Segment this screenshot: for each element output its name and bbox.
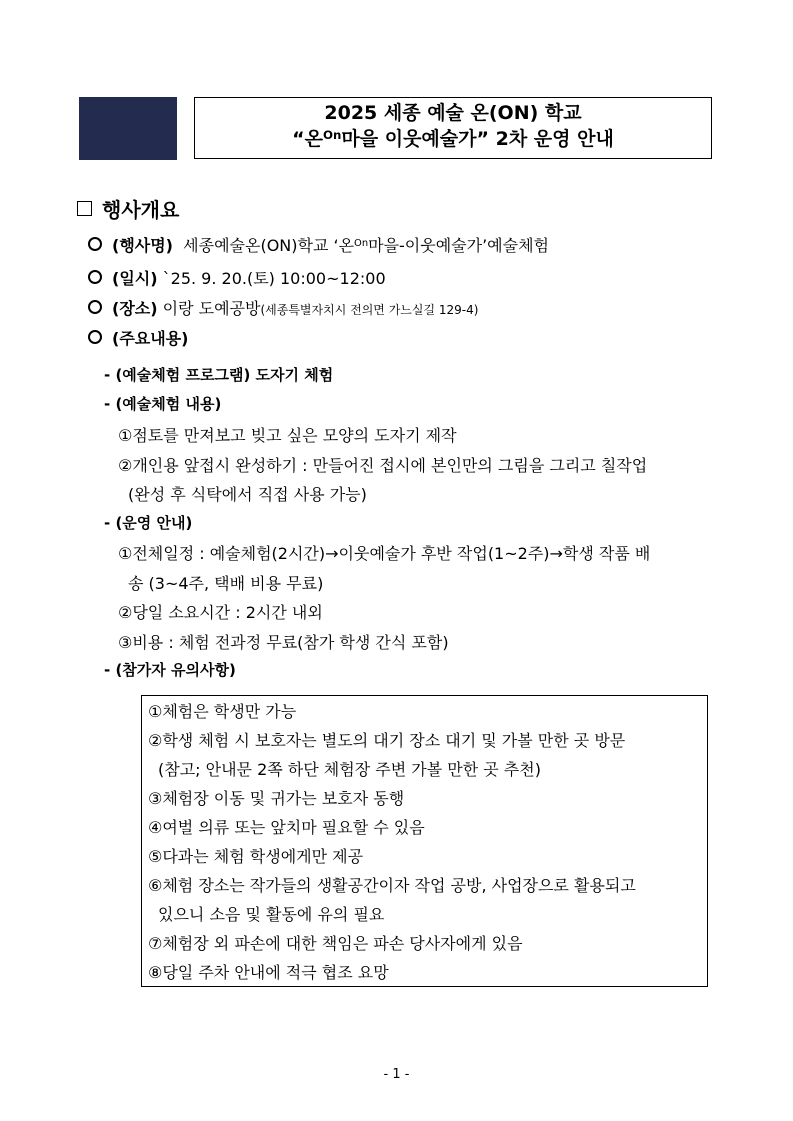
circle-bullet-icon xyxy=(88,270,102,284)
operation-3: ②당일 소요시간 : 2시간 내외 xyxy=(118,603,323,622)
circle-bullet-icon xyxy=(88,300,102,314)
section-heading xyxy=(77,194,179,223)
notice-box xyxy=(141,695,708,987)
item-superscript: On xyxy=(354,237,369,249)
header-color-block xyxy=(79,97,177,160)
notice-item: 있으니 소음 및 활동에 유의 필요 xyxy=(158,905,385,924)
program-content-3: (완성 후 식탁에서 직접 사용 가능) xyxy=(128,485,367,504)
program-content-label: - (예술체험 내용) xyxy=(104,395,222,413)
notice-item: ⑦체험장 외 파손에 대한 책임은 파손 당사자에게 있음 xyxy=(148,934,523,953)
circle-bullet-icon xyxy=(88,237,102,251)
item-place xyxy=(88,296,478,319)
item-value: `25. 9. 20.(토) 10:00~12:00 xyxy=(162,269,386,288)
operation-4: ③비용 : 체험 전과정 무료(참가 학생 간식 포함) xyxy=(118,633,449,652)
item-label: (행사명) xyxy=(112,236,173,255)
title-line-1: 2025 세종 예술 온(ON) 학교 xyxy=(324,102,582,124)
item-value: 이랑 도예공방 xyxy=(162,299,261,318)
item-detail: (세종특별자치시 전의면 가느실길 129-4) xyxy=(260,303,479,317)
item-label: (주요내용) xyxy=(112,329,189,348)
notice-item: ⑧당일 주차 안내에 적극 협조 요망 xyxy=(148,963,389,982)
operation-label: - (운영 안내) xyxy=(104,514,193,532)
title-box xyxy=(194,97,712,159)
circle-bullet-icon xyxy=(88,330,102,344)
notice-item: ②학생 체험 시 보호자는 별도의 대기 장소 대기 및 가볼 만한 곳 방문 xyxy=(148,731,626,750)
title-line-2-pre: “온 xyxy=(292,128,324,150)
page-number: - 1 - xyxy=(383,1067,410,1082)
section-label: 행사개요 xyxy=(102,198,180,222)
item-value: 세종예술온(ON)학교 ‘온 xyxy=(183,236,355,255)
program-line: - (예술체험 프로그램) 도자기 체험 xyxy=(104,366,334,384)
item-label: (일시) xyxy=(112,269,158,288)
operation-2: 송 (3~4주, 택배 비용 무료) xyxy=(128,574,324,593)
title-line-2-post: 마을 이웃예술가” 2차 운영 안내 xyxy=(341,128,614,150)
notice-item: ①체험은 학생만 가능 xyxy=(148,702,297,721)
notice-item: (참고; 안내문 2쪽 하단 체험장 주변 가볼 만한 곳 추천) xyxy=(158,760,541,779)
notice-item: ③체험장 이동 및 귀가는 보호자 동행 xyxy=(148,789,405,808)
item-event-name xyxy=(88,233,549,256)
program-content-1: ①점토를 만져보고 빚고 싶은 모양의 도자기 제작 xyxy=(118,426,457,445)
operation-1: ①전체일정 : 예술체험(2시간)→이웃예술가 후반 작업(1~2주)→학생 작품 배 xyxy=(118,544,651,563)
item-value-post: 마을-이웃예술가’예술체험 xyxy=(368,236,550,255)
notice-label: - (참가자 유의사항) xyxy=(104,661,236,679)
item-content xyxy=(88,326,188,349)
notice-item: ⑤다과는 체험 학생에게만 제공 xyxy=(148,847,364,866)
title-line-2 xyxy=(195,126,711,154)
square-bullet-icon xyxy=(77,201,92,216)
notice-item: ④여벌 의류 또는 앞치마 필요할 수 있음 xyxy=(148,818,425,837)
item-label: (장소) xyxy=(112,299,158,318)
title-superscript: On xyxy=(323,127,342,142)
program-content-2: ②개인용 앞접시 완성하기 : 만들어진 접시에 본인만의 그림을 그리고 칠작업 xyxy=(118,456,648,475)
notice-item: ⑥체험 장소는 작가들의 생활공간이자 작업 공방, 사업장으로 활용되고 xyxy=(148,876,636,895)
item-date xyxy=(88,266,386,289)
